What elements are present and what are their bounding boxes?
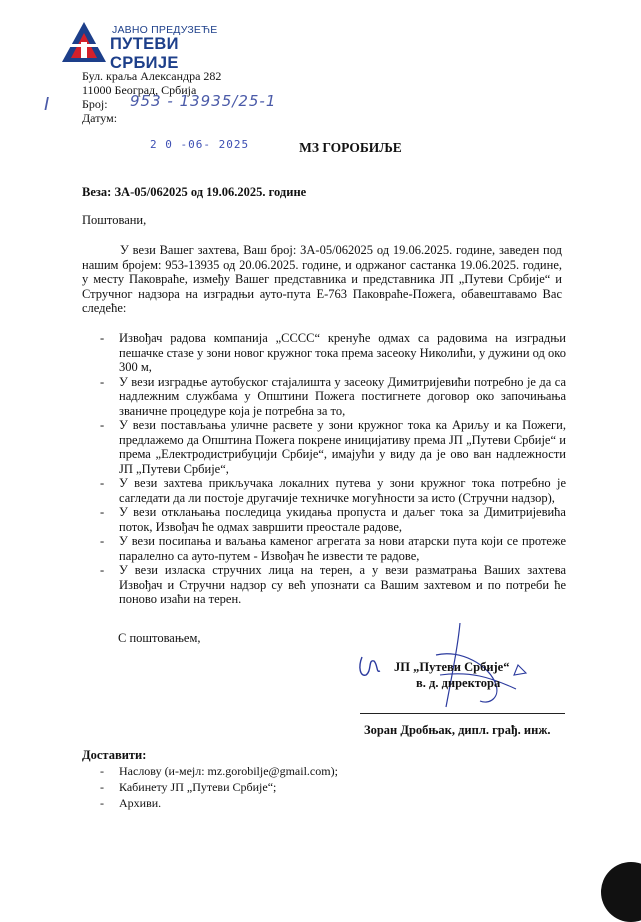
deliver-list — [82, 763, 338, 811]
intro-paragraph: У вези Вашег захтева, Ваш број: ЗА-05/062025 од 19.06.2025. године, заведен под нашим бројем: 953-13935 од 20.06.2025. године, и одржаног састанка 19.06.2025. године, у месту Паковраће, између Вашег представника и представника ЈП „Путеви Србије“ и Стручног надзора на изградњи ауто-пута Е-763 Паковраће-Пожега, обавештавамо Вас следеће: — [82, 243, 562, 315]
list-item: - У вези постављања уличне расвете у зони кружног тока ка Ариљу и ка Пожеги, предлажемо да Општина Пожега покрене иницијативу према ЈП „Путеви Србије“ и према „Електродистрибуцији Србије“, имајући у виду да је ово ван надлежности ЈП „Путеви Србије“, — [82, 418, 566, 476]
list-item: - Извођач радова компанија „CCCC“ кренуће одмах са радовима на изградњи пешачке стазе у зони новог кружног тока према засеоку Николићи, у дужини од око 300 м, — [82, 331, 566, 375]
signature-role: в. д. директора — [416, 676, 501, 690]
item-list — [82, 331, 566, 607]
number-label: Број: — [82, 97, 108, 111]
list-item: - У вези отклањања последица укидања пропуста и даљег тока за Димитријевића поток, Извођач ће одмах завршити преостале радове, — [82, 505, 566, 534]
address-street: Бул. краља Александра 282 — [82, 69, 222, 83]
recipient-title: МЗ ГОРОБИЉЕ — [299, 140, 402, 155]
margin-mark: I — [44, 94, 51, 115]
signature-org: ЈП „Путеви Србије“ — [394, 660, 510, 674]
reference-line: Веза: ЗА-05/062025 од 19.06.2025. године — [82, 185, 307, 199]
handwritten-number: 953 - 13935/25-1 — [130, 92, 277, 110]
date-label: Датум: — [82, 111, 118, 125]
deliver-item: - Наслову (и-мејл: mz.gorobilje@gmail.com); — [82, 763, 338, 779]
logo-title: ПУТЕВИ СРБИЈЕ — [110, 35, 179, 72]
address-city: 11000 Београд, Србија — [82, 83, 197, 97]
date-stamp: 2 0 -06- 2025 — [150, 138, 250, 151]
list-item: - У вези изградње аутобуског стајалишта у засеоку Димитријевићи потребно је да са надлежним службама у Општини Пожега постигнете договор око започињања званичне процедуре која је потребна за то, — [82, 375, 566, 419]
corner-shadow — [601, 862, 641, 922]
logo-emblem-icon — [60, 20, 108, 64]
signature-line — [360, 713, 565, 714]
logo-subtitle: ЈАВНО ПРЕДУЗЕЋЕ — [112, 24, 218, 36]
closing: С поштовањем, — [118, 631, 201, 645]
deliver-item: - Архиви. — [82, 795, 338, 811]
list-item: - У вези захтева прикључака локалних путева у зони кружног тока потребно је сагледати да ли постоје другачије техничке могућности за исто (Стручни надзор), — [82, 476, 566, 505]
deliver-label: Доставити: — [82, 748, 147, 762]
greeting: Поштовани, — [82, 213, 147, 227]
list-item: - У вези посипања и ваљања каменог агрегата за нови атарски пута који се протеже паралелно са ауто-путем - Извођач ће извести те радове, — [82, 534, 566, 563]
deliver-item: - Кабинету ЈП „Путеви Србије“; — [82, 779, 338, 795]
signature-name: Зоран Дробњак, дипл. грађ. инж. — [364, 723, 551, 737]
list-item: - У вези изласка стручних лица на терен, а у вези разматрања Ваших захтева Извођач и Стручни надзор су већ упознати са Вашим захтевом и по потреби ће поново изаћи на терен. — [82, 563, 566, 607]
company-logo — [60, 20, 250, 72]
